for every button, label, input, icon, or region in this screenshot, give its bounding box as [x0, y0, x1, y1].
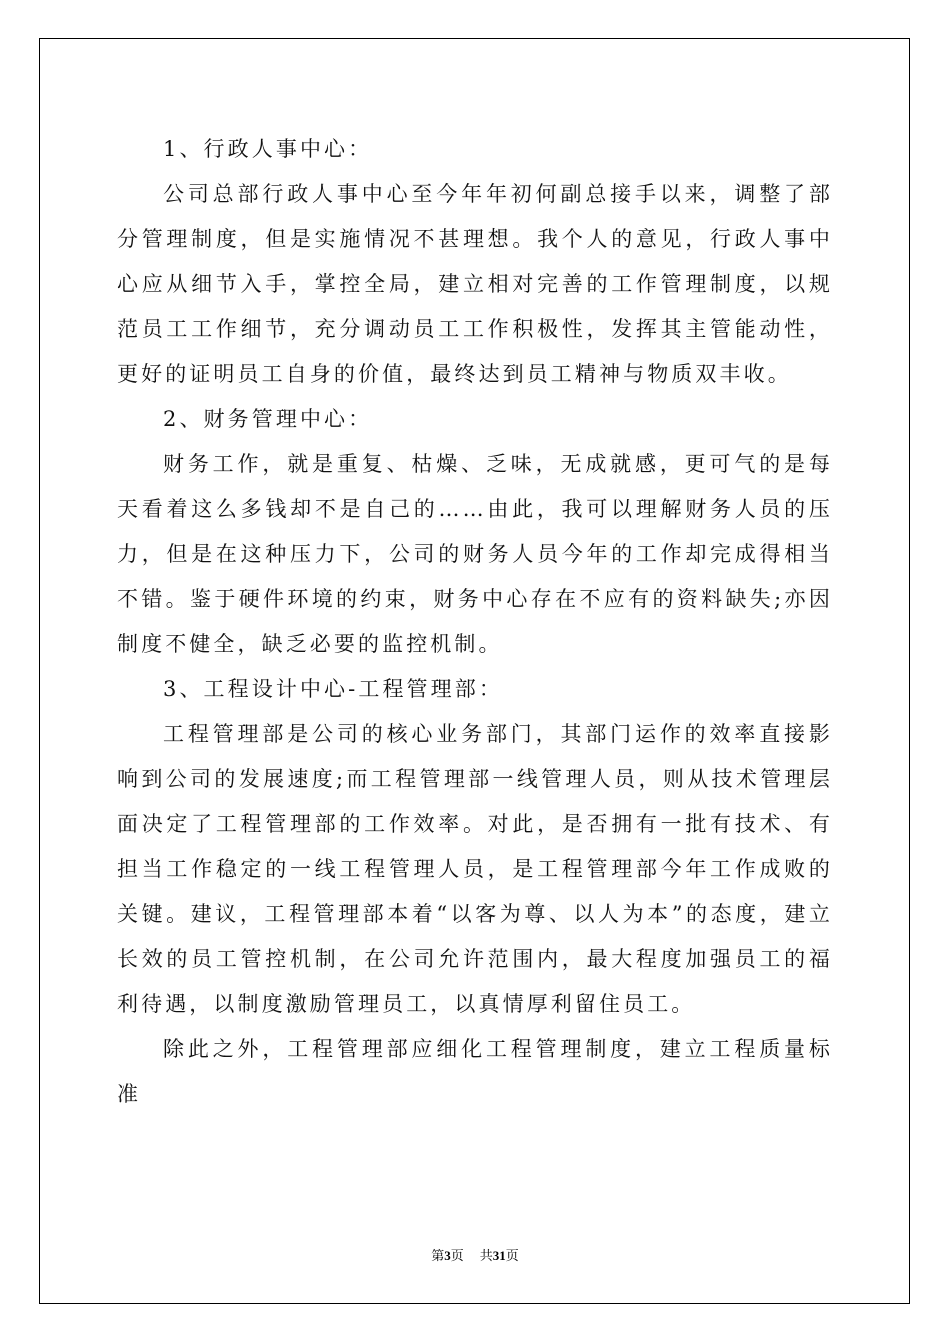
section-engineering [117, 667, 833, 1117]
footer-total-prefix: 共 [479, 1248, 493, 1263]
page-footer [0, 1245, 950, 1264]
paragraph: 财务工作，就是重复、枯燥、乏味，无成就感，更可气的是每天看着这么多钱却不是自己的……由此，我可以理解财务人员的压力，但是在这种压力下，公司的财务人员今年的工作却完成得相当不错。鉴于硬件环境的约束，财务中心存在不应有的资料缺失;亦因制度不健全，缺乏必要的监控机制。 [117, 452, 833, 656]
paragraph: 除此之外，工程管理部应细化工程管理制度，建立工程质量标准 [117, 1037, 833, 1106]
footer-prefix: 第 [431, 1248, 445, 1263]
section-heading: 3、工程设计中心-工程管理部： [163, 677, 503, 701]
footer-page-suffix: 页 [450, 1248, 464, 1263]
section-heading: 2、财务管理中心： [163, 407, 373, 431]
footer-total-suffix: 页 [505, 1248, 519, 1263]
total-page-number: 31 [492, 1248, 506, 1263]
section-finance [117, 397, 833, 667]
section-admin-hr [117, 127, 833, 397]
section-heading: 1、行政人事中心： [163, 137, 373, 161]
paragraph: 公司总部行政人事中心至今年年初何副总接手以来，调整了部分管理制度，但是实施情况不甚理想。我个人的意见，行政人事中心应从细节入手，掌控全局，建立相对完善的工作管理制度，以规范员工工作细节，充分调动员工工作积极性，发挥其主管能动性，更好的证明员工自身的价值，最终达到员工精神与物质双丰收。 [117, 182, 833, 386]
current-page-number: 3 [444, 1248, 451, 1263]
document-body [117, 127, 833, 1117]
paragraph: 工程管理部是公司的核心业务部门，其部门运作的效率直接影响到公司的发展速度;而工程管理部一线管理人员，则从技术管理层面决定了工程管理部的工作效率。对此，是否拥有一批有技术、有担当工作稳定的一线工程管理人员，是工程管理部今年工作成败的关键。建议，工程管理部本着“以客为尊、以人为本”的态度，建立长效的员工管控机制，在公司允许范围内，最大程度加强员工的福利待遇，以制度激励管理员工，以真情厚利留住员工。 [117, 722, 833, 1016]
